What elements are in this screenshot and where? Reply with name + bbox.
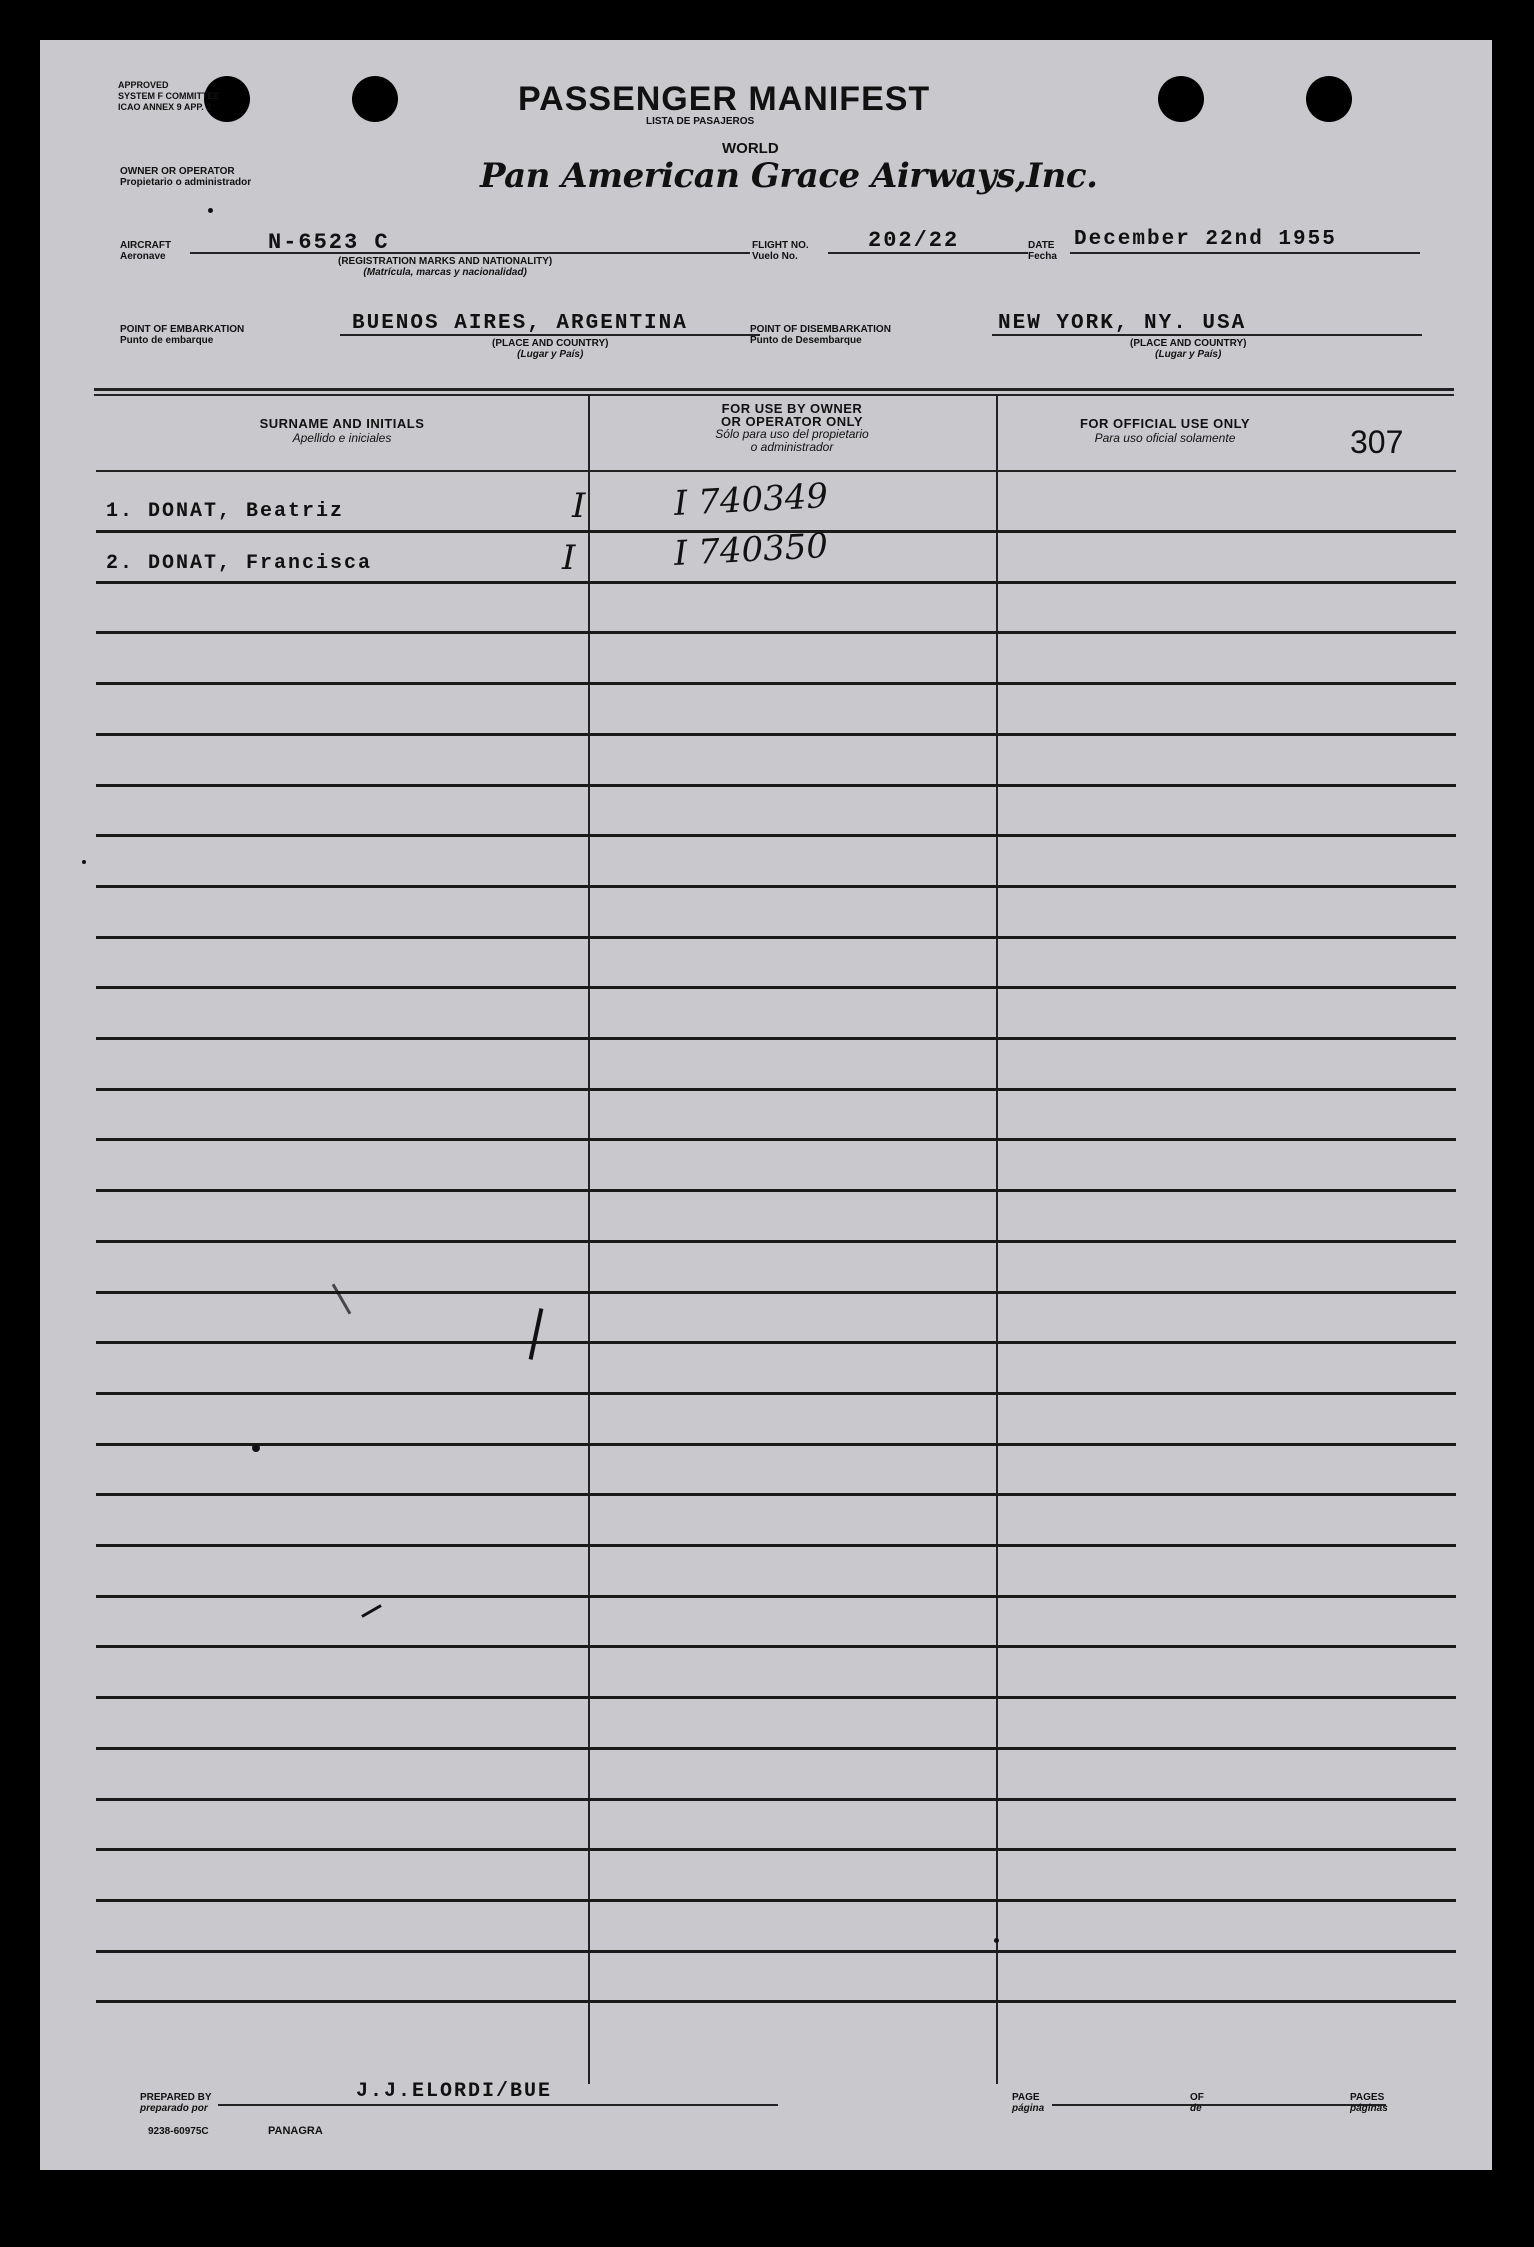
page-title: PASSENGER MANIFEST — [518, 80, 931, 118]
punch-hole-2 — [352, 76, 398, 122]
embark-value: BUENOS AIRES, ARGENTINA — [352, 312, 688, 335]
col3-header — [1000, 416, 1330, 445]
embark-label — [120, 324, 244, 346]
col1-header — [96, 416, 588, 445]
header-bottom-rule — [96, 470, 1456, 472]
date-value: December 22nd 1955 — [1074, 228, 1337, 251]
date-label — [1028, 240, 1057, 262]
owner-label-es: Propietario o administrador — [120, 177, 252, 188]
stamp-number: 307 — [1350, 424, 1404, 460]
prepared-label — [140, 2092, 212, 2114]
form-owner: PANAGRA — [268, 2125, 323, 2137]
approval-line-1: APPROVED — [118, 80, 169, 90]
page-label — [1012, 2092, 1044, 2114]
row-line — [96, 631, 1456, 634]
approval-block — [118, 80, 220, 113]
pages-label-en: PAGES — [1350, 2092, 1385, 2103]
row-line — [96, 1595, 1456, 1598]
flight-underline — [828, 252, 1028, 254]
embark-hint — [492, 338, 608, 360]
row-line — [96, 936, 1456, 939]
aircraft-hint — [338, 256, 552, 278]
speck-3 — [994, 1938, 999, 1943]
row-line — [96, 986, 1456, 989]
row-line — [96, 1443, 1456, 1446]
disembark-label-es: Punto de Desembarque — [750, 335, 862, 346]
embark-hint-es: (Lugar y País) — [517, 349, 584, 360]
approval-line-3: ICAO ANNEX 9 APP. 2 — [118, 102, 212, 112]
row-line — [96, 1088, 1456, 1091]
row-line — [96, 834, 1456, 837]
owner-label-en: OWNER OR OPERATOR — [120, 166, 235, 177]
row-line — [96, 1798, 1456, 1801]
disembark-underline — [992, 334, 1422, 336]
row-line — [96, 1950, 1456, 1953]
owner-insert: WORLD — [722, 140, 779, 157]
col3-header-en: FOR OFFICIAL USE ONLY — [1079, 416, 1251, 431]
prepared-value: J.J.ELORDI/BUE — [356, 2080, 553, 2103]
col1-header-en: SURNAME AND INITIALS — [259, 416, 425, 431]
row-line — [96, 1189, 1456, 1192]
col2-header-es1: Sólo para uso del propietario — [715, 427, 869, 441]
row-line — [96, 784, 1456, 787]
aircraft-value: N-6523 C — [268, 230, 390, 255]
speck — [208, 208, 213, 213]
aircraft-label-en: AIRCRAFT — [120, 240, 172, 251]
passenger-mark-1: I — [572, 486, 586, 526]
row-line — [96, 1493, 1456, 1496]
aircraft-underline — [190, 252, 750, 254]
row-line — [96, 1645, 1456, 1648]
row-line — [96, 530, 1456, 533]
passenger-mark-2: I — [562, 538, 576, 578]
date-label-es: Fecha — [1028, 251, 1057, 262]
row-line — [96, 1747, 1456, 1750]
table-top-rule-1 — [94, 388, 1454, 391]
aircraft-hint-es: (Matrícula, marcas y nacionalidad) — [363, 267, 527, 278]
row-line — [96, 1240, 1456, 1243]
embark-label-es: Punto de embarque — [120, 335, 214, 346]
of-label — [1190, 2092, 1204, 2114]
prepared-underline — [218, 2104, 778, 2106]
punch-hole-3 — [1158, 76, 1204, 122]
punch-hole-4 — [1306, 76, 1352, 122]
pages-label — [1350, 2092, 1388, 2114]
date-underline — [1070, 252, 1420, 254]
flight-label-en: FLIGHT NO. — [752, 240, 809, 251]
aircraft-hint-en: (REGISTRATION MARKS AND NATIONALITY) — [338, 256, 553, 267]
page-label-es: página — [1012, 2103, 1045, 2114]
row-line — [96, 1037, 1456, 1040]
page-label-en: PAGE — [1012, 2092, 1040, 2103]
col3-header-es: Para uso oficial solamente — [1094, 431, 1236, 445]
pen-stroke-1 — [529, 1308, 544, 1360]
disembark-hint — [1130, 338, 1246, 360]
passenger-number-1: I 740349 — [673, 475, 829, 525]
row-line — [96, 581, 1456, 584]
embark-hint-en: (PLACE AND COUNTRY) — [492, 338, 609, 349]
disembark-label — [750, 324, 891, 346]
flight-label — [752, 240, 809, 262]
passenger-name-1: 1. DONAT, Beatriz — [106, 500, 345, 523]
pen-stroke-3 — [361, 1604, 382, 1618]
col1-header-es: Apellido e iniciales — [292, 431, 392, 445]
embark-label-en: POINT OF EMBARKATION — [120, 324, 245, 335]
table-top-rule-2 — [94, 394, 1454, 396]
approval-line-2: SYSTEM F COMMITTEE — [118, 91, 220, 101]
pen-stroke-2 — [332, 1284, 352, 1315]
of-label-es: de — [1190, 2103, 1202, 2114]
speck-4 — [82, 860, 86, 864]
prepared-label-en: PREPARED BY — [140, 2092, 212, 2103]
row-line — [96, 1848, 1456, 1851]
flight-value: 202/22 — [868, 228, 960, 253]
disembark-hint-es: (Lugar y País) — [1155, 349, 1222, 360]
row-line — [96, 1392, 1456, 1395]
passenger-name-2: 2. DONAT, Francisca — [106, 552, 373, 575]
column-divider-2 — [996, 394, 998, 2084]
owner-label — [120, 166, 251, 188]
manifest-sheet — [40, 40, 1492, 2170]
col2-header-l2: OR OPERATOR ONLY — [720, 414, 864, 429]
row-line — [96, 1696, 1456, 1699]
row-line — [96, 1291, 1456, 1294]
row-line — [96, 1544, 1456, 1547]
row-line — [96, 2000, 1456, 2003]
form-code: 9238-60975C — [148, 2126, 209, 2137]
aircraft-label-es: Aeronave — [120, 251, 166, 262]
row-line — [96, 1341, 1456, 1344]
row-line — [96, 682, 1456, 685]
row-line — [96, 733, 1456, 736]
row-line — [96, 1138, 1456, 1141]
speck-2 — [252, 1444, 260, 1452]
page-title-sub: LISTA DE PASAJEROS — [646, 116, 755, 127]
owner-value: Pan American Grace Airways,Inc. — [480, 156, 1098, 196]
of-label-en: OF — [1190, 2092, 1204, 2103]
embark-underline — [340, 334, 760, 336]
date-label-en: DATE — [1028, 240, 1055, 251]
row-line — [96, 885, 1456, 888]
col2-header-es2: o administrador — [750, 440, 834, 454]
prepared-label-es: preparado por — [140, 2103, 208, 2114]
column-divider-1 — [588, 394, 590, 2084]
pages-label-es: páginas — [1350, 2103, 1388, 2114]
col2-header-l1: FOR USE BY OWNER — [721, 401, 863, 416]
row-line — [96, 1899, 1456, 1902]
col2-header — [590, 402, 994, 454]
passenger-number-2: I 740350 — [673, 525, 829, 575]
flight-label-es: Vuelo No. — [752, 251, 798, 262]
disembark-value: NEW YORK, NY. USA — [998, 312, 1247, 335]
disembark-label-en: POINT OF DISEMBARKATION — [750, 324, 891, 335]
aircraft-label — [120, 240, 171, 262]
disembark-hint-en: (PLACE AND COUNTRY) — [1130, 338, 1247, 349]
